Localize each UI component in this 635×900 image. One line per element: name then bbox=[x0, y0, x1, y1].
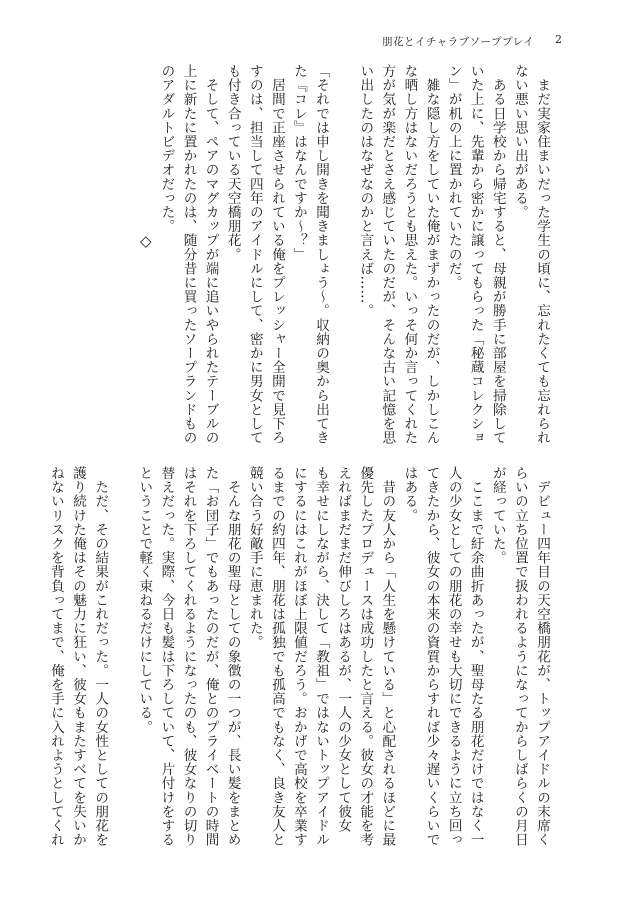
text-line: まだ実家住まいだった学生の頃に、忘れたくても忘れられ bbox=[534, 64, 550, 445]
page-number: 2 bbox=[555, 33, 562, 46]
text-line: 雑な隠し方をしていた俺がまずかったのだが、しかしこん bbox=[423, 64, 440, 445]
text-line: そんな朋花の聖母としての象徴の一つが、長い髪をまとめ bbox=[224, 466, 241, 847]
text-line: 「それでは申し開きを聞きましょう～。収納の奥から出てき bbox=[313, 64, 330, 445]
text-line: な晒し方はないだろうとも思えた。いっそ何か言ってくれた bbox=[401, 64, 418, 445]
text-line: い出したのはなぜなのかと言えば……。 bbox=[357, 64, 374, 318]
text-line: にするにはこれがほぼ上限値だろう。おかげで高校を卒業す bbox=[290, 466, 307, 847]
text-line: はある。 bbox=[401, 466, 418, 523]
text-line: 替えだった。実際、今日も髪は下ろしていて、片付けをする bbox=[158, 466, 175, 847]
text-line: ン」が机の上に置かれていたのだ。 bbox=[445, 64, 462, 290]
text-line: ということで軽く束ねるだけにしている。 bbox=[136, 466, 153, 734]
running-header-title: 朋花とイチャラブソーププレイ bbox=[382, 36, 535, 48]
text-line: らいの立ち位置で扱われるようになってからしばらくの月日 bbox=[511, 466, 528, 847]
text-line: えればまだまだ伸びしろはあるが、一人の少女として彼女 bbox=[335, 466, 352, 833]
text-line: も付き合っている天空橋朋花。 bbox=[224, 64, 241, 262]
text-line: 方が気が楽だとさえ感じていたのだが、そんな古い記憶を思 bbox=[379, 64, 396, 445]
text-line: いた上に、先輩から密かに譲ってもらった「秘蔵コレクショ bbox=[467, 64, 484, 445]
text-line: ただ、その結果がこれだった。一人の女性としての朋花を bbox=[92, 466, 109, 847]
text-line: 上に新たに置かれたのは、随分昔に買ったソープランドもの bbox=[180, 64, 197, 445]
text-line: すのは、担当して四年のアイドルにして、密かに男女として bbox=[246, 64, 263, 445]
text-line: ない悪い思い出がある。 bbox=[511, 64, 528, 220]
text-line: ねないリスクを背負ってまで、俺を手に入れようとしてくれ bbox=[47, 466, 64, 847]
text-line bbox=[332, 64, 354, 434]
section-divider: ◇ bbox=[140, 232, 152, 250]
bottom-text-block bbox=[47, 466, 553, 847]
text-line: が経っていた。 bbox=[489, 466, 506, 565]
text-line: はそれを下ろしてくれるようになったのも、彼女なりの切り bbox=[180, 466, 197, 847]
text-line: ここまで紆余曲折あったが、聖母たる朋花だけではなく一 bbox=[467, 466, 484, 847]
text-line: ある日学校から帰宅すると、母親が勝手に部屋を掃除して bbox=[489, 64, 506, 445]
text-line: デビュー四年目の天空橋朋花が、トップアイドルの末席く bbox=[534, 466, 550, 847]
text-line: 人の少女としての朋花の幸せも大切にできるように立ち回っ bbox=[445, 466, 462, 847]
text-line: るまでの約四年、朋花は孤独でも孤高でもなく、良き友人と bbox=[268, 466, 285, 847]
text-line: 昔の友人から「人生を懸けている」と心配されるほどに最 bbox=[379, 466, 396, 847]
top-text-block bbox=[93, 64, 553, 445]
text-line: た「お団子」でもあったのだが、俺とのプライベートの時間 bbox=[202, 466, 219, 847]
text-line: 競い合う好敵手に恵まれた。 bbox=[246, 466, 263, 650]
text-line: てきたから、彼女の本来の資質からすれば少々遅いくらいで bbox=[423, 466, 440, 847]
text-line: 居間で正座させられている俺をプレッシャー全開で見下ろ bbox=[268, 64, 285, 445]
text-line: 護り続けた俺はその魅力に狂い、彼女もまたすべてを失いか bbox=[70, 466, 87, 847]
text-line: も幸せにしながら、決して「教祖」ではないトップアイドル bbox=[313, 466, 330, 847]
text-line: そして、ペアのマグカップが端に追いやられたテーブルの bbox=[202, 64, 219, 445]
text-line bbox=[111, 466, 133, 836]
text-line: 優先したプロデュースは成功したと言える。彼女の才能を考 bbox=[357, 466, 374, 847]
text-line: た『コレ』はなんですか～？」 bbox=[290, 64, 307, 262]
text-line: のアダルトビデオだった。 bbox=[158, 64, 175, 234]
